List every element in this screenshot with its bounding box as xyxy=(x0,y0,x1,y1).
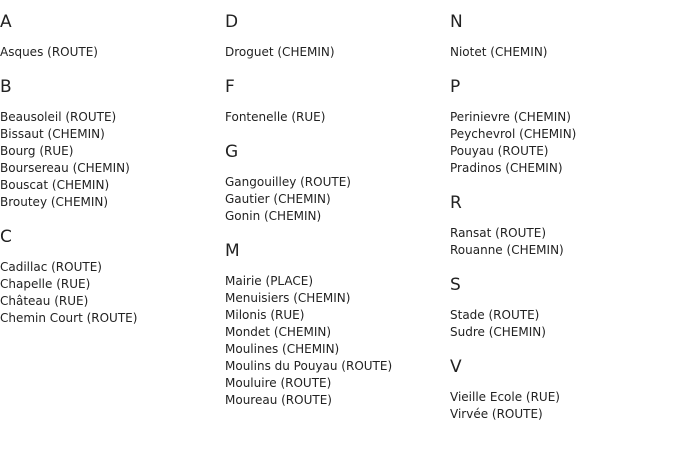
letter-group-f xyxy=(225,74,445,126)
street-link[interactable]: Broutey (CHEMIN) xyxy=(0,195,109,209)
letter-group-m xyxy=(225,238,445,409)
street-link[interactable]: Bouscat (CHEMIN) xyxy=(0,178,110,192)
street-link[interactable]: Droguet (CHEMIN) xyxy=(225,45,335,59)
letter-group-v xyxy=(450,354,670,423)
street-link[interactable]: Pradinos (CHEMIN) xyxy=(450,161,563,175)
street-link[interactable]: Beausoleil (ROUTE) xyxy=(0,110,117,124)
street-list xyxy=(450,307,670,341)
street-link[interactable]: Moulins du Pouyau (ROUTE) xyxy=(225,359,393,373)
street-list xyxy=(225,44,445,61)
street-link[interactable]: Peychevrol (CHEMIN) xyxy=(450,127,577,141)
street-link[interactable]: Sudre (CHEMIN) xyxy=(450,325,546,339)
letter-group-r xyxy=(450,190,670,259)
letter-group-b xyxy=(0,74,220,211)
letter-heading: N xyxy=(450,12,463,32)
letter-group-g xyxy=(225,139,445,225)
street-link[interactable]: Bissaut (CHEMIN) xyxy=(0,127,105,141)
street-index-column xyxy=(225,9,445,422)
street-list xyxy=(0,259,220,327)
street-list xyxy=(450,44,670,61)
letter-heading: V xyxy=(450,357,462,377)
letter-group-a xyxy=(0,9,220,61)
street-list xyxy=(0,109,220,211)
letter-heading: G xyxy=(225,142,239,162)
street-list xyxy=(225,109,445,126)
street-link[interactable]: Perinievre (CHEMIN) xyxy=(450,110,571,124)
street-link[interactable]: Fontenelle (RUE) xyxy=(225,110,326,124)
street-list xyxy=(0,44,220,61)
letter-heading: R xyxy=(450,193,462,213)
street-link[interactable]: Moulines (CHEMIN) xyxy=(225,342,340,356)
letter-heading: P xyxy=(450,77,461,97)
letter-heading: C xyxy=(0,227,12,247)
letter-group-s xyxy=(450,272,670,341)
street-list xyxy=(450,389,670,423)
street-link[interactable]: Bourg (RUE) xyxy=(0,144,74,158)
street-list xyxy=(450,225,670,259)
street-link[interactable]: Chemin Court (ROUTE) xyxy=(0,311,138,325)
letter-group-c xyxy=(0,224,220,327)
street-list xyxy=(450,109,670,177)
street-link[interactable]: Ransat (ROUTE) xyxy=(450,226,546,240)
street-link[interactable]: Moureau (ROUTE) xyxy=(225,393,332,407)
street-link[interactable]: Menuisiers (CHEMIN) xyxy=(225,291,351,305)
street-link[interactable]: Mouluire (ROUTE) xyxy=(225,376,332,390)
letter-heading: S xyxy=(450,275,461,295)
street-link[interactable]: Gautier (CHEMIN) xyxy=(225,192,331,206)
letter-heading: M xyxy=(225,241,240,261)
street-link[interactable]: Virvée (ROUTE) xyxy=(450,407,543,421)
street-index-column xyxy=(450,9,670,436)
letter-heading: A xyxy=(0,12,12,32)
letter-heading: D xyxy=(225,12,239,32)
street-list xyxy=(225,273,445,409)
letter-group-p xyxy=(450,74,670,177)
street-link[interactable]: Niotet (CHEMIN) xyxy=(450,45,548,59)
letter-group-n xyxy=(450,9,670,61)
letter-group-d xyxy=(225,9,445,61)
street-index-column xyxy=(0,9,220,340)
street-link[interactable]: Gonin (CHEMIN) xyxy=(225,209,322,223)
street-link[interactable]: Chapelle (RUE) xyxy=(0,277,91,291)
street-link[interactable]: Boursereau (CHEMIN) xyxy=(0,161,130,175)
street-link[interactable]: Cadillac (ROUTE) xyxy=(0,260,102,274)
street-list xyxy=(225,174,445,225)
letter-heading: B xyxy=(0,77,12,97)
street-link[interactable]: Vieille Ecole (RUE) xyxy=(450,390,560,404)
street-link[interactable]: Mondet (CHEMIN) xyxy=(225,325,332,339)
street-link[interactable]: Pouyau (ROUTE) xyxy=(450,144,549,158)
street-link[interactable]: Rouanne (CHEMIN) xyxy=(450,243,564,257)
street-link[interactable]: Milonis (RUE) xyxy=(225,308,305,322)
street-link[interactable]: Stade (ROUTE) xyxy=(450,308,540,322)
letter-heading: F xyxy=(225,77,235,97)
street-link[interactable]: Gangouilley (ROUTE) xyxy=(225,175,351,189)
street-link[interactable]: Château (RUE) xyxy=(0,294,89,308)
street-link[interactable]: Mairie (PLACE) xyxy=(225,274,314,288)
street-link[interactable]: Asques (ROUTE) xyxy=(0,45,98,59)
